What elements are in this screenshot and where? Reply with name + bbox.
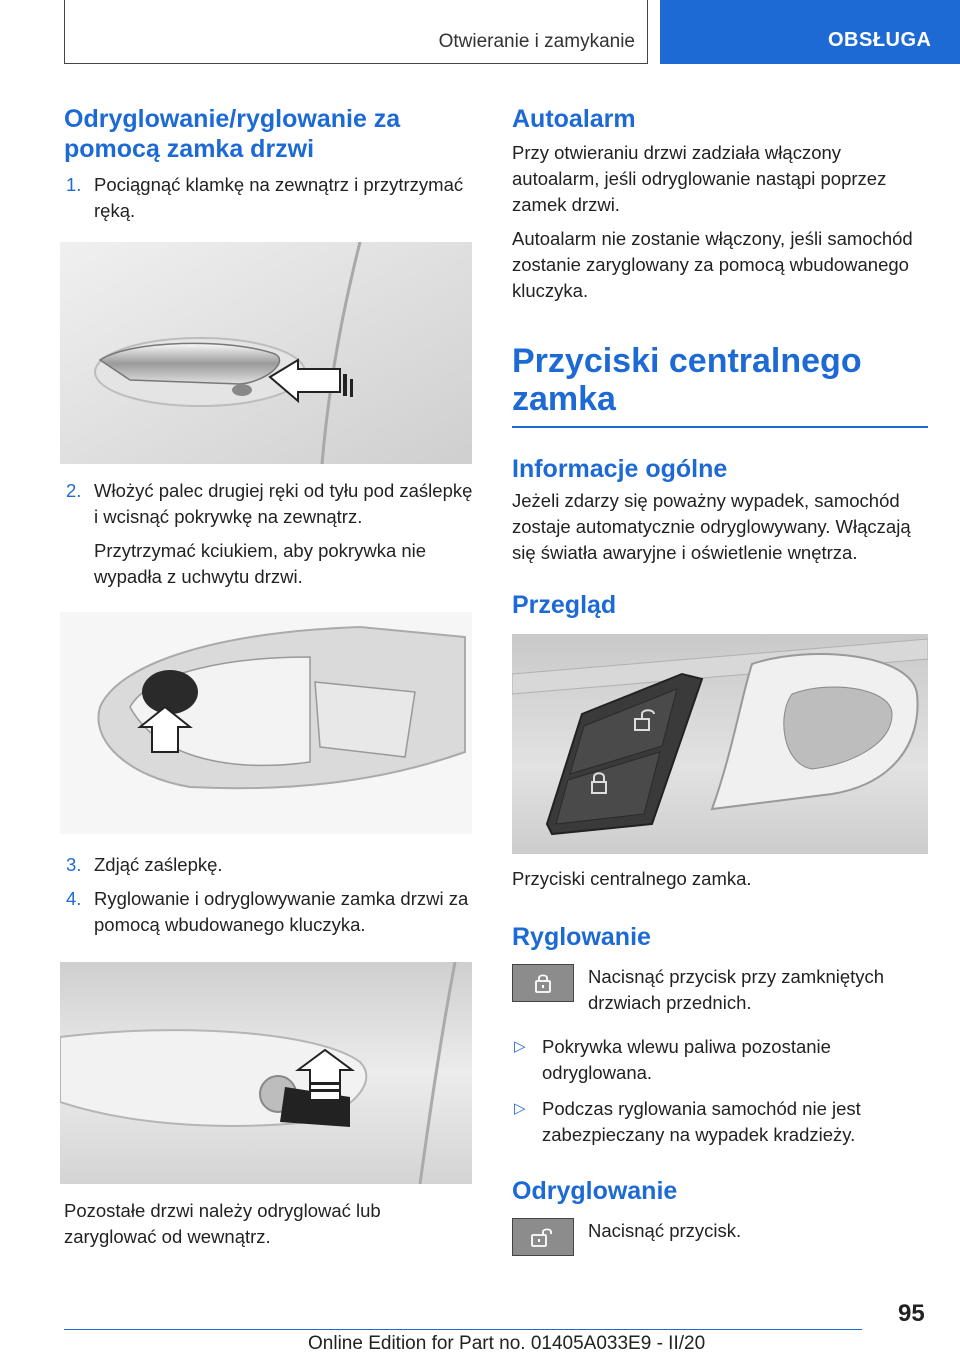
footer-divider: [64, 1329, 862, 1330]
unlock-button[interactable]: [512, 1218, 574, 1256]
door-handle-illustration: [60, 242, 472, 464]
right-column: [512, 104, 928, 1256]
step-4: [64, 886, 476, 938]
door-lock-heading: Odryglowanie/ryglowanie za pomocą zamka drzwi: [64, 105, 401, 163]
step-2-text: Włożyć palec drugiej ręki od tyłu pod zaślepkę i wcisnąć pokrywkę na zewnątrz.: [94, 480, 473, 527]
locking-bullet-2: [512, 1096, 928, 1148]
page-number: 95: [898, 1300, 925, 1327]
locking-heading: Ryglowanie: [512, 923, 651, 951]
door-handle-image: [60, 242, 472, 464]
lock-icon: [531, 971, 555, 995]
general-info-heading: Informacje ogólne: [512, 455, 728, 483]
unlocking-heading: Odryglowanie: [512, 1177, 678, 1205]
general-info-text: Jeżeli zdarzy się poważny wypadek, samochód zostaje automatycznie odryglowywany. Włączają się światła awaryjne i oświetlenie wnętrza.: [512, 490, 911, 563]
bullet-triangle-icon: ▷: [514, 1038, 526, 1055]
header-title: Otwieranie i zamykanie: [438, 31, 635, 52]
closing-text: Pozostałe drzwi należy odryglować lub zaryglować od wewnątrz.: [64, 1200, 381, 1247]
unlocking-button-text: Nacisnąć przycisk.: [588, 1220, 742, 1241]
overview-heading: Przegląd: [512, 591, 617, 619]
step-2: [64, 478, 476, 530]
locking-bullet-1-text: Pokrywka wlewu paliwa pozostanie odryglowana.: [542, 1036, 831, 1083]
locking-bullet-1: [512, 1034, 928, 1086]
central-lock-buttons-image: [512, 634, 928, 854]
autoalarm-heading: Autoalarm: [512, 105, 636, 133]
header-box: [64, 0, 648, 64]
central-lock-heading: Przyciski centralnego zamka: [512, 342, 862, 418]
central-lock-buttons-illustration: [512, 634, 928, 854]
left-column: [64, 104, 476, 1250]
step-4-text: Ryglowanie i odryglowywanie zamka drzwi za pomocą wbudowanego kluczyka.: [94, 888, 469, 935]
locking-bullet-2-text: Podczas ryglowania samochód nie jest zabezpieczany na wypadek kradzieży.: [542, 1098, 861, 1145]
unlocking-row: [512, 1218, 928, 1256]
cover-cap-image: [60, 612, 472, 834]
step-2-number: 2.: [66, 480, 82, 501]
key-in-lock-illustration: [60, 962, 472, 1184]
step-1-number: 1.: [66, 174, 82, 195]
step-4-number: 4.: [66, 888, 82, 909]
header-tab-label: OBSŁUGA: [828, 29, 932, 51]
cover-cap-illustration: [60, 612, 472, 834]
central-lock-section: [512, 342, 928, 428]
bullet-triangle-icon: ▷: [514, 1100, 526, 1117]
locking-row: [512, 964, 928, 1016]
footer-edition: Online Edition for Part no. 01405A033E9 - II/20: [308, 1333, 706, 1354]
step-1-text: Pociągnąć klamkę na zewnątrz i przytrzymać ręką.: [94, 174, 464, 221]
step-1: [64, 172, 476, 224]
locking-button-text: Nacisnąć przycisk przy zamkniętych drzwiach przednich.: [588, 966, 885, 1013]
header-tab[interactable]: [660, 0, 960, 64]
unlock-icon: [529, 1225, 557, 1249]
step-2-extra: [64, 538, 476, 590]
step-3: [64, 852, 476, 878]
autoalarm-text-2: Autoalarm nie zostanie włączony, jeśli samochód zostanie zaryglowany za pomocą wbudowanego kluczyka.: [512, 228, 913, 301]
overview-caption: Przyciski centralnego zamka.: [512, 868, 752, 889]
step-3-text: Zdjąć zaślepkę.: [94, 854, 223, 875]
key-in-lock-image: [60, 962, 472, 1184]
step-3-number: 3.: [66, 854, 82, 875]
autoalarm-text-1: Przy otwieraniu drzwi zadziała włączony autoalarm, jeśli odryglowanie nastąpi poprzez zamek drzwi.: [512, 142, 887, 215]
step-2-extra-text: Przytrzymać kciukiem, aby pokrywka nie wypadła z uchwytu drzwi.: [94, 540, 427, 587]
lock-button[interactable]: [512, 964, 574, 1002]
